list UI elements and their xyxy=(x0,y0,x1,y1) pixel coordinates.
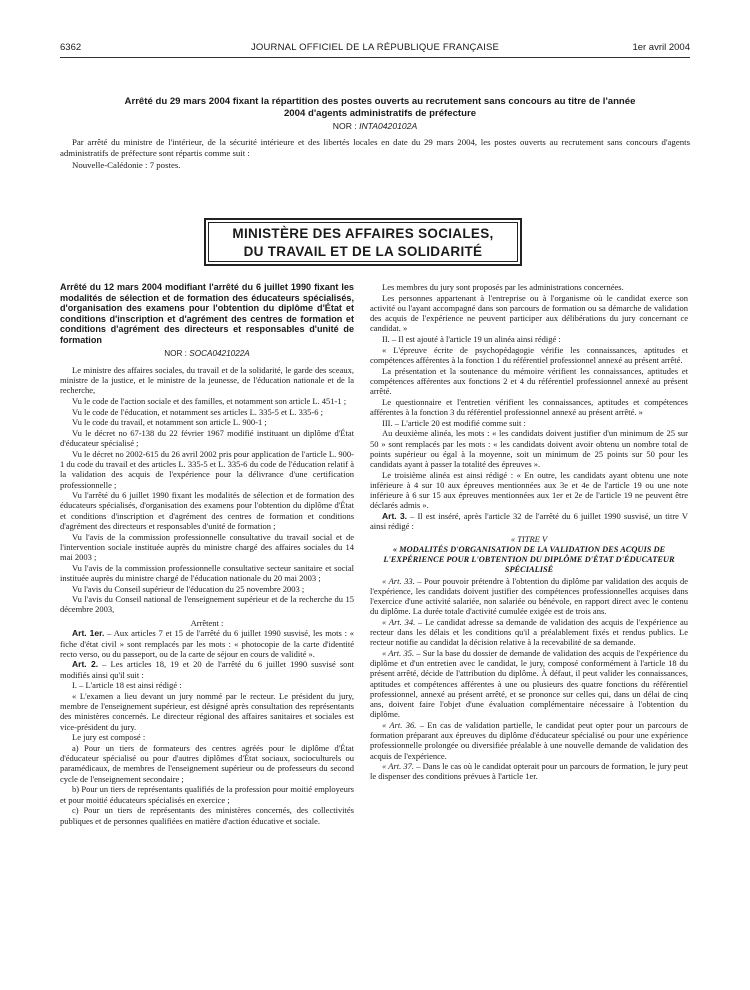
article-text: – Il est inséré, après l'article 32 de l'arrêté du 6 juillet 1990 susvisé, un titre V ainsi rédigé : xyxy=(370,510,688,532)
paragraph: Les personnes appartenant à l'entreprise ou à l'organisme où le candidat exerce son activité ou l'ayant accompagné dans son parcours de formation ou sa démarche de validation des acquis de l'expérience ne peuvent participer aux délibérations du jury concernant ce candidat. » xyxy=(370,292,688,334)
paragraph: Vu l'avis du Conseil supérieur de l'éducation du 25 novembre 2003 ; xyxy=(72,583,305,594)
top-decree-nor xyxy=(60,121,690,131)
paragraph: Vu le code de l'action sociale et des familles, et notamment son article L. 451-1 ; xyxy=(72,395,347,406)
article-text: – Aux articles 7 et 15 de l'arrêté du 6 juillet 1990 susvisé, les mots : « fiche d'état civil » sont remplacés par les mots : « photocopie de la carte d'identité recto verso, ou du passeport, ou de la carte de séjour en cours de validité ». xyxy=(60,628,355,659)
article-label: « Art. 33. xyxy=(382,575,415,586)
paragraph: Le troisième alinéa est ainsi rédigé : « En outre, les candidats ayant obtenu une note inférieure à 4 sur 10 aux épreuves mentionnées aux 3e et 4e de l'article 19 ou une note inférieure à 6 sur 15 aux épreuves mentionnées aux 1er et 2e de l'article 19 ne peuvent être déclarés admis ». xyxy=(370,469,688,511)
header-rule xyxy=(60,57,690,58)
article-text: – Le candidat adresse sa demande de validation des acquis de l'expérience au recteur dans les délais et les conditions qu'il a préalablement fixés et rendus publics. Le recteur notifie au candidat la décision relative à la recevabilité de sa demande. xyxy=(370,616,688,648)
decree-title: Arrêté du 12 mars 2004 modifiant l'arrêté du 6 juillet 1990 fixant les modalités de sélection et de formation des éducateurs spécialisés, d'organisation des examens pour l'obtention du diplôme d'État et conditions d'inscription et d'agrément des centres de formation et conditions d'agrément des directeurs et responsables d'unité de formation xyxy=(60,282,354,345)
article-label: Art. 3. xyxy=(382,510,408,521)
left-column xyxy=(60,282,354,826)
article-text: – Pour pouvoir prétendre à l'obtention du diplôme par validation des acquis de l'expérience, les candidats doivent justifier des compétences professionnelles acquises dans l'exercice d'une activité salariée, non salariée ou bénévole, en rapport direct avec le contenu du diplôme. La durée totale d'activité cumulée exigée est de trois ans. xyxy=(370,575,688,617)
paragraph: Vu le décret no 67-138 du 22 février 1967 modifié instituant un diplôme d'État d'éducateur spécialisé ; xyxy=(60,427,354,449)
paragraph: Vu l'avis du Conseil national de l'enseignement supérieur et de la recherche du 15 décembre 2003, xyxy=(60,594,354,615)
paragraph: Le jury est composé : xyxy=(72,732,146,743)
nor-label: NOR : xyxy=(332,121,357,131)
paragraph: La présentation et la soutenance du mémoire vérifient les connaissances, aptitudes et compétences afférentes aux fonctions 2 et 4 du référentiel professionnel annexé au présent arrêté. xyxy=(370,365,688,397)
paragraph: b) Pour un tiers de représentants qualifiés de la profession pour moitié employeurs et pour moitié éducateurs spécialisés en exercice ; xyxy=(60,784,354,805)
article-text: – Les articles 18, 19 et 20 de l'arrêté du 6 juillet 1990 susvisé sont modifiés ainsi qu'il suit : xyxy=(60,659,355,680)
article-3 xyxy=(370,511,688,531)
arretent: Arrêtent : xyxy=(190,617,224,628)
nor-label: NOR : xyxy=(164,348,187,358)
article-label: Art. 2. xyxy=(72,659,99,670)
paragraph: c) Pour un tiers de représentants des ministères concernés, des collectivités publiques et de personnes qualifiées en matière d'action éducative et sociale. xyxy=(60,805,354,826)
paragraph: Vu l'arrêté du 6 juillet 1990 fixant les modalités de sélection et de formation des éducateurs spécialisés, d'organisation des examens pour l'obtention du diplôme d'État et conditions d'inscription et d'agrément des centres de formation et conditions d'agrément des directeurs et responsables d'unité de formation ; xyxy=(60,490,354,531)
article-2 xyxy=(60,659,354,679)
paragraph: Nouvelle-Calédonie : 7 postes. xyxy=(72,159,181,170)
article-37 xyxy=(370,761,688,781)
paragraph: Vu l'avis de la commission professionnelle consultative secteur sanitaire et social instituée auprès du ministre chargé de l'éducation nationale du 20 mai 2003 ; xyxy=(60,562,354,583)
article-label: « Art. 36. xyxy=(382,719,417,730)
decree-nor xyxy=(60,349,354,359)
paragraph: II. – Il est ajouté à l'article 19 un alinéa ainsi rédigé : xyxy=(382,334,561,345)
article-36 xyxy=(370,720,688,761)
paragraph: a) Pour un tiers de formateurs des centres agréés pour le diplôme d'État d'éducateur spécialisé ou pour d'autres diplômes d'État sociaux, socioculturels ou paramédicaux, de membres de l'enseignement supérieur ou de professeurs du second cycle de l'enseignement secondaire ; xyxy=(60,743,354,784)
titre-v-heading: « MODALITÉS D'ORGANISATION DE LA VALIDATION DES ACQUIS DE L'EXPÉRIENCE POUR L'OBTENTION DU DIPLÔME D'ÉTAT D'ÉDUCATEUR SPÉCIALISÉ xyxy=(383,545,675,575)
article-label: « Art. 35. xyxy=(382,648,415,658)
article-34 xyxy=(370,617,688,648)
titre-v: « TITRE V xyxy=(510,534,548,545)
paragraph: Le questionnaire et l'entretien vérifient les connaissances, aptitudes et compétences afférentes à la fonction 3 du référentiel professionnel annexé au présent arrêté. » xyxy=(370,396,688,417)
top-decree-title: Arrêté du 29 mars 2004 fixant la répartition des postes ouverts au recrutement sans concours au titre de l'année 2004 d'agents administratifs de préfecture xyxy=(124,96,636,119)
article-text: – Sur la base du dossier de demande de validation des acquis de l'expérience du diplôme et d'un entretien avec le candidat, le jury, composé conformément à l'article 18 du présent arrêté, décide de l'attribution du diplôme. À défaut, il peut valider les connaissances, aptitudes et compétences afférentes à une ou plusieurs des quatre fonctions du référentiel professionnel, annexé au présent arrêté, et se prononce sur celles qui, dans un délai de cinq ans, doivent faire l'objet d'une évaluation complémentaire nécessaire à l'obtention du diplôme. xyxy=(370,648,688,720)
paragraph: Les membres du jury sont proposés par les administrations concernées. xyxy=(382,282,624,292)
article-label: « Art. 34. xyxy=(382,616,416,627)
issue-date: 1er avril 2004 xyxy=(632,42,690,53)
paragraph: Vu le décret no 2002-615 du 26 avril 2002 pris pour application de l'article L. 900-1 du code du travail et des articles L. 335-5 et L. 335-6 du code de l'éducation relatif à la validation des acquis de l'expérience pour la délivrance d'une certification professionnelle ; xyxy=(60,448,354,490)
page-number: 6362 xyxy=(60,42,82,53)
right-column xyxy=(370,282,688,782)
running-header xyxy=(60,42,690,56)
paragraph: Au deuxième alinéa, les mots : « les candidats doivent justifier d'un minimum de 25 sur 50 » sont remplacés par les mots : « les candidats doivent avoir obtenu un nombre total de points supérieur ou égal à la moyenne, soit un minimum de 25 points sur 50 pour les candidats ayant à passer la totalité des épreuves ». xyxy=(370,428,688,469)
article-35 xyxy=(370,648,688,719)
journal-title: JOURNAL OFFICIEL DE LA RÉPUBLIQUE FRANÇAISE xyxy=(250,42,500,53)
paragraph: Vu le code de l'éducation, et notamment ses articles L. 335-5 et L. 335-6 ; xyxy=(72,406,323,417)
paragraph: Vu l'avis de la commission professionnelle consultative du travail social et de l'intervention sociale instituée auprès du ministre chargé des affaires sociales du 14 mai 2003 ; xyxy=(60,531,354,562)
nor-code: SOCA0421022A xyxy=(189,348,250,358)
article-label: Art. 1er. xyxy=(72,628,105,639)
paragraph: Vu le code du travail, et notamment son article L. 900-1 ; xyxy=(72,417,267,428)
paragraph: « L'épreuve écrite de psychopédagogie vérifie les connaissances, aptitudes et compétences afférentes à la fonction 1 du référentiel professionnel annexé au présent arrêté. xyxy=(370,344,688,365)
paragraph: « L'examen a lieu devant un jury nommé par le recteur. Le président du jury, membre de l'enseignement supérieur, est désigné après consultation des représentants des ministères concernés. Le directeur régional des affaires sanitaires et sociales est vice-président du jury. xyxy=(60,691,354,732)
article-text: – Dans le cas où le candidat opterait pour un parcours de formation, le jury peut le dispenser des conditions prévues à l'article 1er. xyxy=(370,761,688,782)
article-label: « Art. 37. xyxy=(382,761,415,772)
paragraph: I. – L'article 18 est ainsi rédigé : xyxy=(72,680,182,691)
ministry-line-1: MINISTÈRE DES AFFAIRES SOCIALES, xyxy=(232,226,494,241)
article-text: – En cas de validation partielle, le candidat peut opter pour un parcours de formation préparant aux épreuves du diplôme d'éducateur spécialisé ou pour une expérience professionnelle prolongée ou diversifiée préalable à une nouvelle demande de validation des acquis de l'expérience. xyxy=(370,719,688,761)
ministry-line-2: DU TRAVAIL ET DE LA SOLIDARITÉ xyxy=(243,244,483,259)
ministry-heading-box xyxy=(204,218,522,266)
article-1 xyxy=(60,628,354,659)
top-decree-body xyxy=(60,137,690,171)
article-33 xyxy=(370,576,688,617)
paragraph: III. – L'article 20 est modifié comme suit : xyxy=(382,417,526,428)
nor-code: INTA0420102A xyxy=(359,121,418,131)
paragraph: Par arrêté du ministre de l'intérieur, de la sécurité intérieure et des libertés locales en date du 29 mars 2004, les postes ouverts au recrutement sans concours d'agents administratifs de préfecture sont répartis comme suit : xyxy=(60,137,690,159)
paragraph: Le ministre des affaires sociales, du travail et de la solidarité, le garde des sceaux, ministre de la justice, et le ministre de la jeunesse, de l'éducation nationale et de la recherche, xyxy=(60,364,354,396)
